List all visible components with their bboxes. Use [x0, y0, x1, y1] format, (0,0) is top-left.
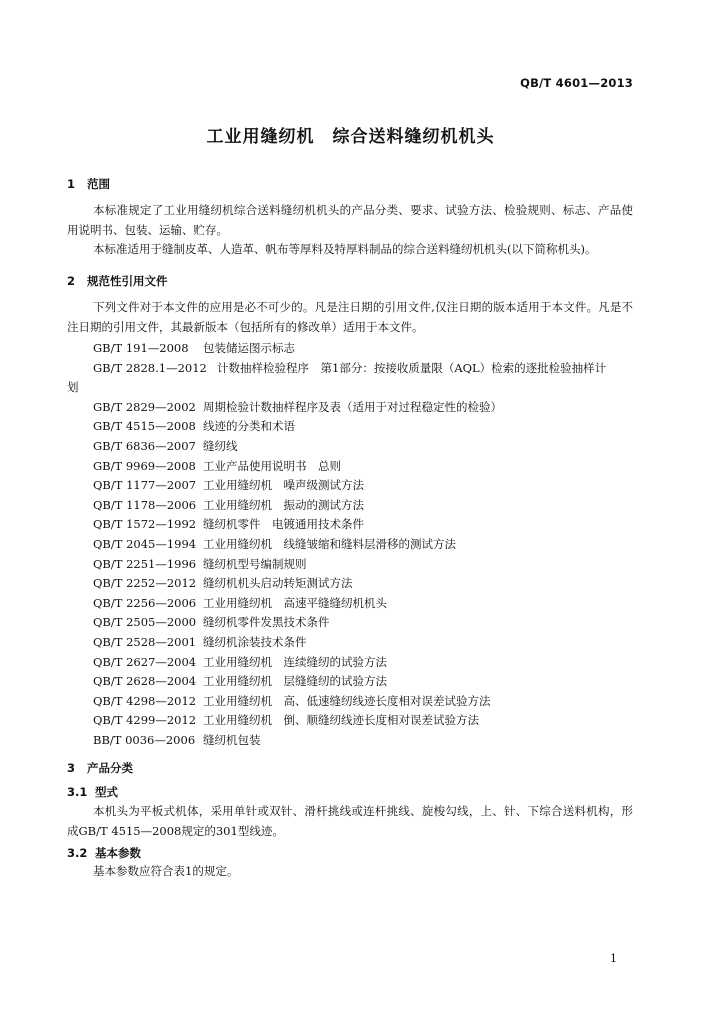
section-title: 产品分类 — [87, 761, 133, 775]
reference-code: BB/T 0036—2006 — [93, 732, 196, 747]
reference-item — [93, 339, 606, 359]
reference-item — [93, 672, 606, 692]
subsection-number: 3.1 — [67, 785, 88, 799]
reference-item — [93, 457, 606, 477]
reference-item — [93, 653, 606, 673]
reference-item — [93, 476, 606, 496]
section-number: 2 — [67, 274, 76, 288]
scope-paragraph-2: 本标准适用于缝制皮革、人造革、帆布等厚料及特厚料制品的综合送料缝纫机机头(以下简称机头)。 — [93, 242, 597, 256]
reference-item — [93, 633, 606, 653]
reference-item — [93, 496, 606, 516]
reference-title: 缝纫机包装 — [203, 732, 261, 747]
section-title: 范围 — [87, 177, 110, 191]
reference-item — [93, 359, 606, 379]
reference-item-continuation: 划 — [67, 380, 79, 395]
page-number: 1 — [610, 952, 617, 965]
reference-title: 缝纫机机头启动转矩测试方法 — [203, 576, 353, 591]
reference-title: 缝纫机零件发黑技术条件 — [203, 615, 330, 630]
reference-item — [93, 574, 606, 594]
reference-code: QB/T 1178—2006 — [93, 497, 197, 512]
reference-code: QB/T 2252—2012 — [93, 576, 197, 591]
reference-code: QB/T 1177—2007 — [93, 478, 197, 493]
reference-code: QB/T 4298—2012 — [93, 693, 197, 708]
reference-title: 缝纫机型号编制规则 — [203, 556, 307, 571]
reference-code: QB/T 1572—1992 — [93, 517, 197, 532]
section-number: 1 — [67, 177, 76, 191]
reference-item — [93, 711, 606, 731]
section-title: 规范性引用文件 — [87, 274, 168, 288]
reference-item — [93, 692, 606, 712]
reference-title: 计数抽样检验程序 第1部分：按接收质量限（AQL）检索的逐批检验抽样计 — [217, 360, 607, 375]
reference-title: 缝纫机零件 电镀通用技术条件 — [203, 517, 364, 532]
reference-code: QB/T 2627—2004 — [93, 654, 197, 669]
reference-item — [93, 437, 606, 457]
reference-code: QB/T 2628—2004 — [93, 674, 197, 689]
document-title: 工业用缝纫机 综合送料缝纫机机头 — [206, 127, 495, 147]
section-2-heading — [67, 273, 168, 289]
subsection-number: 3.2 — [67, 846, 88, 860]
parameters-paragraph: 基本参数应符合表1的规定。 — [93, 864, 239, 878]
subsection-title: 型式 — [95, 785, 118, 799]
section-1-heading — [67, 176, 110, 192]
reference-code: QB/T 2256—2006 — [93, 595, 197, 610]
reference-code: GB/T 191—2008 — [93, 341, 189, 355]
reference-title: 工业用缝纫机 振动的测试方法 — [203, 497, 364, 512]
reference-title: 工业产品使用说明书 总则 — [203, 458, 341, 473]
reference-title: 缝纫线 — [203, 438, 238, 453]
reference-title: 缝纫机涂装技术条件 — [203, 634, 307, 649]
reference-code: QB/T 4299—2012 — [93, 713, 197, 728]
section-3-heading — [67, 760, 133, 776]
reference-title: 线迹的分类和术语 — [203, 419, 295, 434]
reference-item — [93, 417, 606, 437]
reference-code: QB/T 2251—1996 — [93, 556, 197, 571]
type-paragraph: 本机头为平板式机体，采用单针或双针、滑杆挑线或连杆挑线、旋梭勾线，上、针、下综合送料机构，形成GB/T 4515—2008规定的301型线迹。 — [67, 804, 633, 838]
reference-code: GB/T 2828.1—2012 — [93, 360, 207, 375]
reference-title: 工业用缝纫机 高速平缝缝纫机机头 — [203, 595, 387, 610]
reference-code: QB/T 2528—2001 — [93, 634, 197, 649]
reference-item — [93, 613, 606, 633]
reference-title: 周期检验计数抽样程序及表（适用于对过程稳定性的检验） — [203, 399, 502, 414]
reference-code: QB/T 2505—2000 — [93, 615, 197, 630]
reference-title: 工业用缝纫机 高、低速缝纫线迹长度相对误差试验方法 — [203, 693, 491, 708]
reference-title: 工业用缝纫机 噪声级测试方法 — [203, 478, 364, 493]
reference-item — [93, 594, 606, 614]
references-intro: 下列文件对于本文件的应用是必不可少的。凡是注日期的引用文件,仅注日期的版本适用于本文件。凡是不注日期的引用文件，其最新版本（包括所有的修改单）适用于本文件。 — [67, 300, 633, 334]
reference-code: GB/T 2829—2002 — [93, 399, 196, 414]
reference-item — [93, 515, 606, 535]
reference-list — [67, 339, 607, 750]
reference-code: QB/T 2045—1994 — [93, 536, 197, 551]
reference-code: GB/T 6836—2007 — [93, 438, 196, 453]
reference-item — [93, 398, 606, 418]
subsection-title: 基本参数 — [95, 846, 141, 860]
scope-paragraph-1: 本标准规定了工业用缝纫机综合送料缝纫机机头的产品分类、要求、试验方法、检验规则、标志、产品使用说明书、包装、运输、贮存。 — [67, 203, 633, 237]
reference-title: 工业用缝纫机 连续缝纫的试验方法 — [203, 654, 387, 669]
reference-title: 工业用缝纫机 层缝缝纫的试验方法 — [203, 674, 387, 689]
reference-title: 工业用缝纫机 线缝皱缩和缝料层滑移的测试方法 — [203, 536, 456, 551]
reference-code: GB/T 4515—2008 — [93, 419, 196, 434]
reference-item — [93, 731, 606, 751]
section-3-1-heading — [67, 784, 118, 800]
section-3-2-heading — [67, 845, 141, 861]
reference-item — [93, 555, 606, 575]
reference-code: GB/T 9969—2008 — [93, 458, 196, 473]
reference-item — [93, 535, 606, 555]
standard-code: QB/T 4601—2013 — [520, 76, 633, 90]
section-number: 3 — [67, 761, 76, 775]
reference-title: 工业用缝纫机 倒、顺缝纫线迹长度相对误差试验方法 — [203, 713, 479, 728]
reference-title: 包装储运图示标志 — [203, 341, 295, 355]
